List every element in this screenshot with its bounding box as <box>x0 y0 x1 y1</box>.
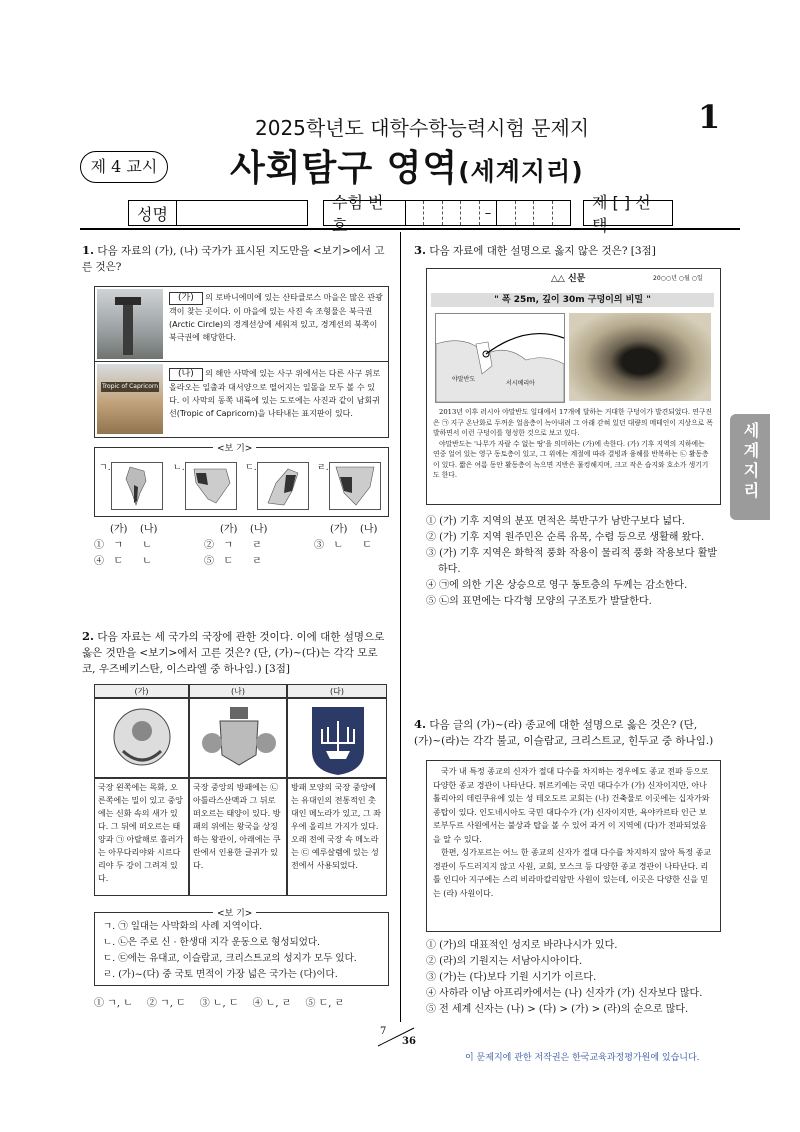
uzbekistan-emblem <box>94 698 189 778</box>
map-label-d: ㄹ. <box>317 463 329 473</box>
q3-opt3[interactable]: ③ (가) 기후 지역은 화학적 풍화 작용이 물리적 풍화 작용보다 활발하다. <box>426 548 718 575</box>
exam-number-label: 수험 번호 <box>324 201 406 225</box>
q4-passage <box>433 765 713 900</box>
israel-emblem <box>287 698 387 778</box>
q1-fill-ga: (가) <box>169 292 203 305</box>
q2-bogi-3: ㄷ. ㉢에는 유대교, 이슬람교, 크리스트교의 성지가 모두 있다. <box>103 953 357 964</box>
q3-newspaper <box>426 268 721 505</box>
q2-desc-da: 방패 모양의 국장 중앙에는 유대인의 전통적인 촛대인 메노라가 있고, 그 좌우에 올리브 가지가 있다. 오래 전에 국장 속 메노라는 ㉢ 예루살렘에 있는 성전에서 사용되었다. <box>287 778 387 896</box>
q2-bogi-list <box>103 919 357 983</box>
name-field[interactable] <box>128 200 308 226</box>
q2-bogi-1: ㄱ. ㉠ 일대는 사막화의 사례 지역이다. <box>103 921 263 932</box>
q3-opt2[interactable]: ② (가) 기후 지역 원주민은 순록 유목, 수렵 등으로 생활해 왔다. <box>426 532 705 543</box>
q4-stem-text: 다음 글의 (가)~(라) 종교에 대한 설명으로 옳은 것은? (단, (가)~(라)는 각각 불교, 이슬람교, 크리스트교, 힌두교 중 하나임.) <box>414 719 714 747</box>
q4-number: 4. <box>414 717 427 731</box>
q3-article-p2: 야말반도는 '나무가 자랄 수 없는 땅'을 의미하는 (가)에 속한다. (가) 기후 지역의 지하에는 연중 얼어 있는 영구 동토층이 있고, 그 위에는 계절에 따라 결빙과 융해를 반복하는 ㉡ 활동층이 있다. 짧은 여름 동안 활동층이 녹으면 지반은 물컹해지며, 크고 작은 습지와 호소가 생기기도 한다. <box>433 439 709 479</box>
q1-stem-text: 다음 자료의 (가), (나) 국가가 표시된 지도만을 <보기>에서 고른 것은? <box>82 245 385 273</box>
map-b-africa <box>185 462 237 510</box>
q4-passage-p1: 국가 내 특정 종교의 신자가 절대 다수를 차지하는 경우에도 종교 전파 등으로 다양한 종교 경관이 나타난다. 튀르키예는 국민 대다수가 (가) 신자이지만, 아나톨리아의 데린쿠유에 있는 성 테오도르 교회는 (나) 건축물로 이곳에는 십자가와 종탑이 있다. 인도네시아도 국민 대다수가 (가) 신자이지만, 욕야카르타 인근 보로부두르 사원에서는 불상과 탑을 볼 수 있어 과거 이 지역에 (다)가 전파되었음을 알 수 있다. <box>433 767 710 844</box>
q1-text-ga <box>169 291 383 344</box>
q2-bogi-2: ㄴ. ㉡은 주로 신 · 한생대 지각 운동으로 형성되었다. <box>103 937 321 948</box>
name-label: 성명 <box>129 201 177 225</box>
subject-side-tab <box>730 414 770 520</box>
q4-opt4[interactable]: ④ 사하라 이남 아프리카에서는 (나) 신자가 (가) 신자보다 많다. <box>426 988 703 999</box>
q4-opt5[interactable]: ⑤ 전 세계 신자는 (나) > (다) > (가) > (라)의 순으로 많다. <box>426 1004 689 1015</box>
q1-fill-na: (나) <box>169 368 203 381</box>
q1-head-na-2: (나) <box>250 524 268 535</box>
select-field[interactable] <box>583 193 673 235</box>
q2-opt3[interactable]: ③ ㄴ, ㄷ <box>199 998 239 1009</box>
arctic-circle-photo <box>97 289 163 359</box>
q4-passage-box <box>426 760 721 932</box>
column-divider <box>400 232 401 1022</box>
map-label-siberia: 서시베리아 <box>506 380 535 387</box>
q4-opt1[interactable]: ① (가)의 대표적인 성지로 바라나시가 있다. <box>426 940 618 951</box>
q2-col-na: (나) <box>189 684 287 698</box>
map-label-yamal: 야말반도 <box>452 376 476 383</box>
q2-opt5[interactable]: ⑤ ㄷ, ㄹ <box>305 998 345 1009</box>
q3-stem <box>414 242 724 259</box>
q1-opt2[interactable]: ② ㄱ ㄹ <box>204 540 262 551</box>
q3-opt5[interactable]: ⑤ ㉡의 표면에는 다각형 모양의 구조토가 발달한다. <box>426 596 652 607</box>
q3-number: 3. <box>414 243 427 257</box>
q1-text-na-body: 의 해안 사막에 있는 사구 위에서는 다른 사구 위로 올라오는 일출과 대서양으로 떨어지는 일몰을 모두 볼 수 있다. 이 사막의 동쪽 내륙에 있는 도로에는 사진과 같이 남회귀선(Tropic of Capricorn)을 나타내는 표지판이 있다. <box>169 369 381 418</box>
q1-stem <box>82 242 388 275</box>
q1-bogi-box <box>94 444 389 517</box>
morocco-emblem <box>189 698 287 778</box>
map-d-southern-africa <box>329 462 381 510</box>
q3-article <box>433 407 713 481</box>
crater-photo <box>569 313 711 401</box>
q1-opt1[interactable]: ① ㄱ ㄴ <box>94 540 152 551</box>
q4-options <box>426 938 726 1018</box>
q3-stem-text: 다음 자료에 대한 설명으로 옳지 않은 것은? [3점] <box>429 245 656 257</box>
q1-text-ga-body: 의 로바니에미에 있는 산타클로스 마을은 많은 관광객이 찾는 곳이다. 이 마을에 있는 사진 속 조형물은 북극권(Arctic Circle)의 경계선상에 세워져 있고, 경계선의 북쪽이 북극권에 해당한다. <box>169 293 383 342</box>
q1-opt3[interactable]: ③ ㄴ ㄷ <box>314 540 372 551</box>
q1-head-ga-2: (가) <box>220 524 238 535</box>
q2-bogi-title: <보 기> <box>213 906 256 919</box>
q2-stem-text: 다음 자료는 세 국가의 국장에 관한 것이다. 이에 대한 설명으로 옳은 것만을 <보기>에서 고른 것은? (단, (가)~(다)는 각각 모로코, 우즈베키스탄, 이스라엘 중 하나임.) [3점] <box>82 631 385 675</box>
map-label-c: ㄷ. <box>245 463 257 473</box>
map-a-south-america <box>111 462 163 510</box>
q2-opt1[interactable]: ① ㄱ, ㄴ <box>94 998 133 1009</box>
q1-bogi-title: <보 기> <box>213 441 256 454</box>
subject-name: 사회탐구 영역 <box>230 148 459 189</box>
copyright-notice: 이 문제지에 관한 저작권은 한국교육과정평가원에 있습니다. <box>465 1053 700 1063</box>
q1-opt5[interactable]: ⑤ ㄷ ㄹ <box>204 556 262 567</box>
q4-passage-p2: 한편, 싱가포르는 어느 한 종교의 신자가 절대 다수를 차지하지 않아 특정 종교 경관이 두드러지지 않고 사원, 교회, 모스크 등 다양한 종교 경관이 나타난다. 리틀 인디아 지구에는 스리 비라마칼리암만 사원이 있는데, 이곳은 다양한 신을 믿는 (라) 사원이다. <box>433 848 712 898</box>
q1-head-ga-3: (가) <box>330 524 348 535</box>
q4-stem <box>414 716 724 749</box>
q2-desc-na: 국장 중앙의 방패에는 ㉡ 아틀라스산맥과 그 뒤로 떠오르는 태양이 있다. 방패의 위에는 왕국을 상징하는 왕관이, 아래에는 쿠란에서 인용한 글귀가 있다. <box>189 778 287 896</box>
q1-material-box <box>94 286 389 438</box>
q2-number: 2. <box>82 629 95 643</box>
q3-opt4[interactable]: ④ ㉠에 의한 기온 상승으로 영구 동토층의 두께는 감소한다. <box>426 580 688 591</box>
q2-options <box>94 996 394 1012</box>
subject-paren: (세계지리) <box>458 157 584 186</box>
map-label-a: ㄱ. <box>99 463 111 473</box>
page-number: 1 <box>698 98 721 136</box>
q2-stem <box>82 628 388 677</box>
header-divider <box>80 228 740 230</box>
page-fraction-num: 7 <box>380 1026 387 1037</box>
newspaper-name: △△ 신문 <box>551 274 586 284</box>
q2-desc-ga: 국장 왼쪽에는 목화, 오른쪽에는 밀이 있고 중앙에는 신화 속의 새가 있다. 그 뒤에 떠오르는 태양과 ㉠ 아랄해로 흘러가는 아무다리야와 시르다리야 두 강이 그려져 있다. <box>94 778 189 896</box>
q2-opt2[interactable]: ② ㄱ, ㄷ <box>146 998 186 1009</box>
side-tab-text: 세계지리 <box>741 422 760 502</box>
q2-opt4[interactable]: ④ ㄴ, ㄹ <box>252 998 292 1009</box>
yamal-map <box>435 313 565 403</box>
q1-options <box>94 522 394 570</box>
q3-opt1[interactable]: ① (가) 기후 지역의 분포 면적은 북반구가 남반구보다 넓다. <box>426 516 685 527</box>
page-fraction <box>374 1026 422 1048</box>
q4-opt3[interactable]: ③ (가)는 (다)보다 기원 시기가 이르다. <box>426 972 597 983</box>
subject-title <box>230 140 584 191</box>
newspaper-headline: " 폭 25m, 깊이 30m 구덩이의 비밀 " <box>431 293 714 307</box>
map-c-scandinavia <box>257 462 309 510</box>
q2-bogi-4: ㄹ. (가)~(다) 중 국토 면적이 가장 넓은 국가는 (다)이다. <box>103 969 338 980</box>
exam-number-field[interactable] <box>323 193 571 235</box>
tropic-sign: Tropic of Capricorn <box>101 383 159 390</box>
q2-col-ga: (가) <box>94 684 189 698</box>
page-fraction-total: 36 <box>402 1036 416 1047</box>
select-label: 제 [ ] 선택 <box>592 193 651 235</box>
q3-options <box>426 514 726 610</box>
exam-title: 2025학년도 대학수학능력시험 문제지 <box>255 116 590 140</box>
q1-text-na <box>169 367 383 420</box>
q1-head-ga-1: (가) <box>110 524 128 535</box>
q1-head-na-1: (나) <box>140 524 158 535</box>
exam-number-dash: – <box>484 205 492 221</box>
q2-col-da: (다) <box>287 684 387 698</box>
tropic-sign-photo <box>97 364 163 434</box>
q4-opt2[interactable]: ② (라)의 기원지는 서남아시아이다. <box>426 956 583 967</box>
map-label-b: ㄴ. <box>173 463 185 473</box>
q1-opt4[interactable]: ④ ㄷ ㄴ <box>94 556 152 567</box>
newspaper-date: 20○○년 ○월 ○일 <box>653 275 703 282</box>
q1-number: 1. <box>82 243 95 257</box>
session-badge: 제 4 교시 <box>80 151 168 183</box>
q2-bogi-box <box>94 909 389 986</box>
q1-head-na-3: (나) <box>360 524 378 535</box>
q3-article-p1: 2013년 이후 러시아 야말반도 일대에서 17개에 달하는 거대한 구덩이가 발견되었다. 연구진은 ㉠ 지구 온난화로 두꺼운 얼음층이 녹아내려 그 아래 갇혀 있던 대량의 메테인이 지상으로 폭발하면서 이런 구덩이를 형성한 것으로 보고 있다. <box>433 408 713 437</box>
